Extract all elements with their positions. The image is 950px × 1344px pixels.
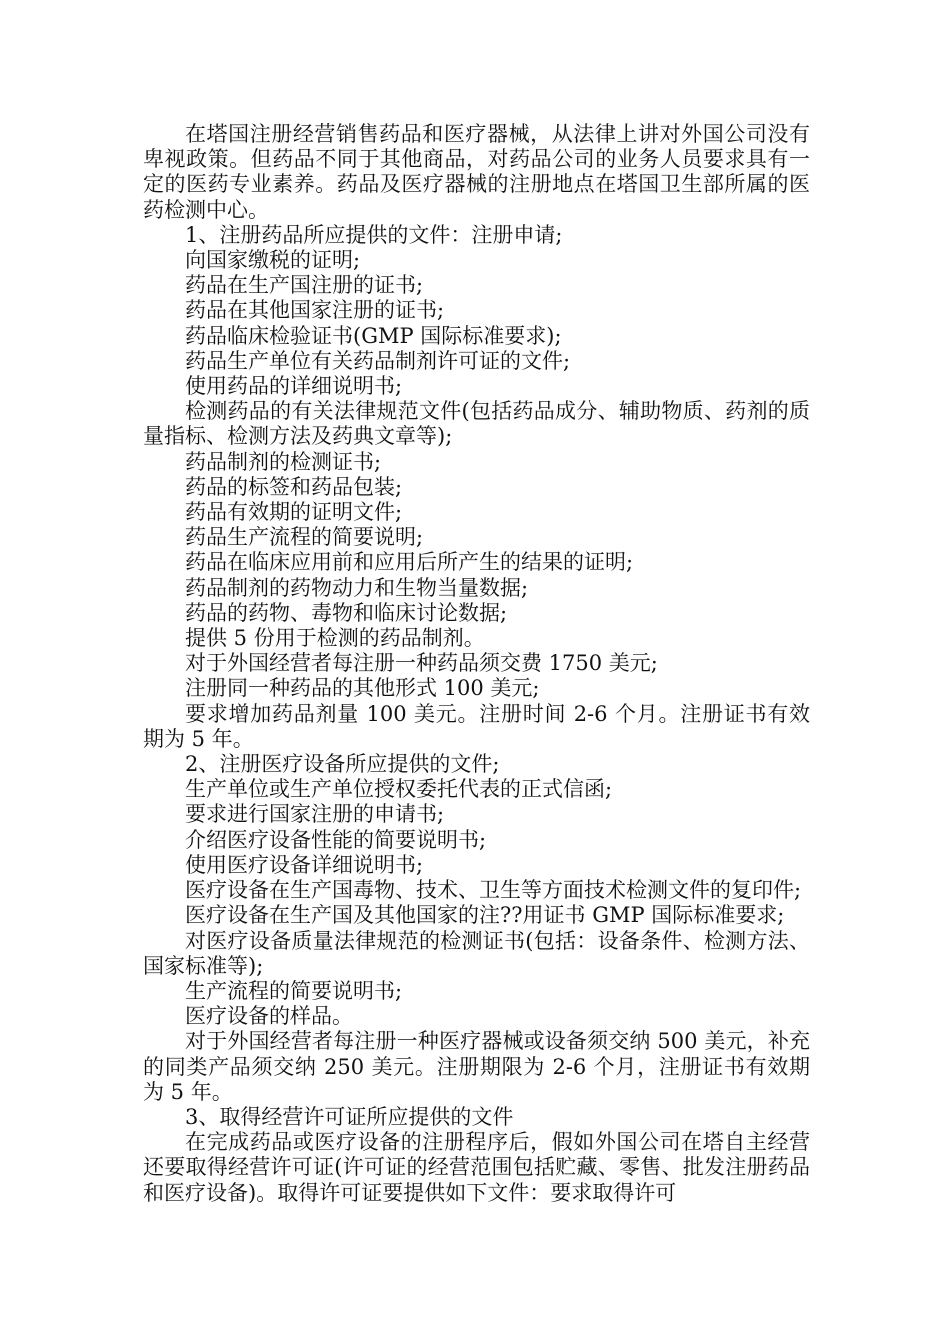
section-1-heading: 1、注册药品所应提供的文件：注册申请;: [185, 222, 563, 247]
fee-line: 注册同一种药品的其他形式 100 美元;: [185, 676, 540, 701]
list-item: 药品有效期的证明文件;: [185, 500, 403, 525]
list-item: 生产单位或生产单位授权委托代表的正式信函;: [185, 777, 613, 802]
list-item: 要求进行国家注册的申请书;: [185, 802, 445, 827]
list-item: 生产流程的简要说明书;: [185, 978, 403, 1003]
list-item: 介绍医疗设备性能的简要说明书;: [185, 827, 487, 852]
document-body: [143, 122, 810, 1206]
list-item: 对医疗设备质量法律规范的检测证书(包括：设备条件、检测方法、国家标准等);: [143, 928, 810, 978]
list-item: 药品临床检验证书(GMP 国际标准要求);: [185, 323, 562, 348]
fee-line: 要求增加药品剂量 100 美元。注册时间 2-6 个月。注册证书有效期为 5 年。: [143, 701, 810, 751]
list-item: 药品的药物、毒物和临床讨论数据;: [185, 600, 508, 625]
list-item: 医疗设备的样品。: [185, 1004, 353, 1029]
list-item: 药品在临床应用前和应用后所产生的结果的证明;: [185, 550, 634, 575]
section-2-heading: 2、注册医疗设备所应提供的文件;: [185, 752, 500, 777]
section-3-heading: 3、取得经营许可证所应提供的文件: [185, 1104, 514, 1129]
list-item: 检测药品的有关法律规范文件(包括药品成分、辅助物质、药剂的质量指标、检测方法及药典文章等);: [143, 399, 810, 449]
paragraph-license: 在完成药品或医疗设备的注册程序后，假如外国公司在塔自主经营还要取得经营许可证(许可证的经营范围包括贮藏、零售、批发注册药品和医疗设备)。取得许可证要提供如下文件：要求取得许可: [143, 1130, 810, 1205]
list-item: 药品在生产国注册的证书;: [185, 273, 424, 298]
paragraph-intro: 在塔国注册经营销售药品和医疗器械，从法律上讲对外国公司没有卑视政策。但药品不同于其他商品，对药品公司的业务人员要求具有一定的医药专业素养。药品及医疗器械的注册地点在塔国卫生部所属的医药检测中心。: [143, 122, 810, 222]
list-item: 药品的标签和药品包装;: [185, 474, 403, 499]
list-item: 医疗设备在生产国及其他国家的注??用证书 GMP 国际标准要求;: [185, 903, 785, 928]
list-item: 医疗设备在生产国毒物、技术、卫生等方面技术检测文件的复印件;: [185, 878, 802, 903]
list-item: 药品在其他国家注册的证书;: [185, 298, 445, 323]
list-item: 药品生产单位有关药品制剂许可证的文件;: [185, 348, 571, 373]
fee-paragraph: 对于外国经营者每注册一种医疗器械或设备须交纳 500 美元，补充的同类产品须交纳 250 美元。注册期限为 2-6 个月，注册证书有效期为 5 年。: [143, 1029, 810, 1104]
list-item: 药品制剂的药物动力和生物当量数据;: [185, 575, 529, 600]
list-item: 提供 5 份用于检测的药品制剂。: [185, 626, 485, 651]
list-item: 药品制剂的检测证书;: [185, 449, 382, 474]
list-item: 药品生产流程的简要说明;: [185, 525, 424, 550]
list-item: 使用药品的详细说明书;: [185, 374, 403, 399]
list-item: 向国家缴税的证明;: [185, 248, 361, 273]
list-item: 使用医疗设备详细说明书;: [185, 852, 424, 877]
fee-line: 对于外国经营者每注册一种药品须交费 1750 美元;: [185, 651, 658, 676]
